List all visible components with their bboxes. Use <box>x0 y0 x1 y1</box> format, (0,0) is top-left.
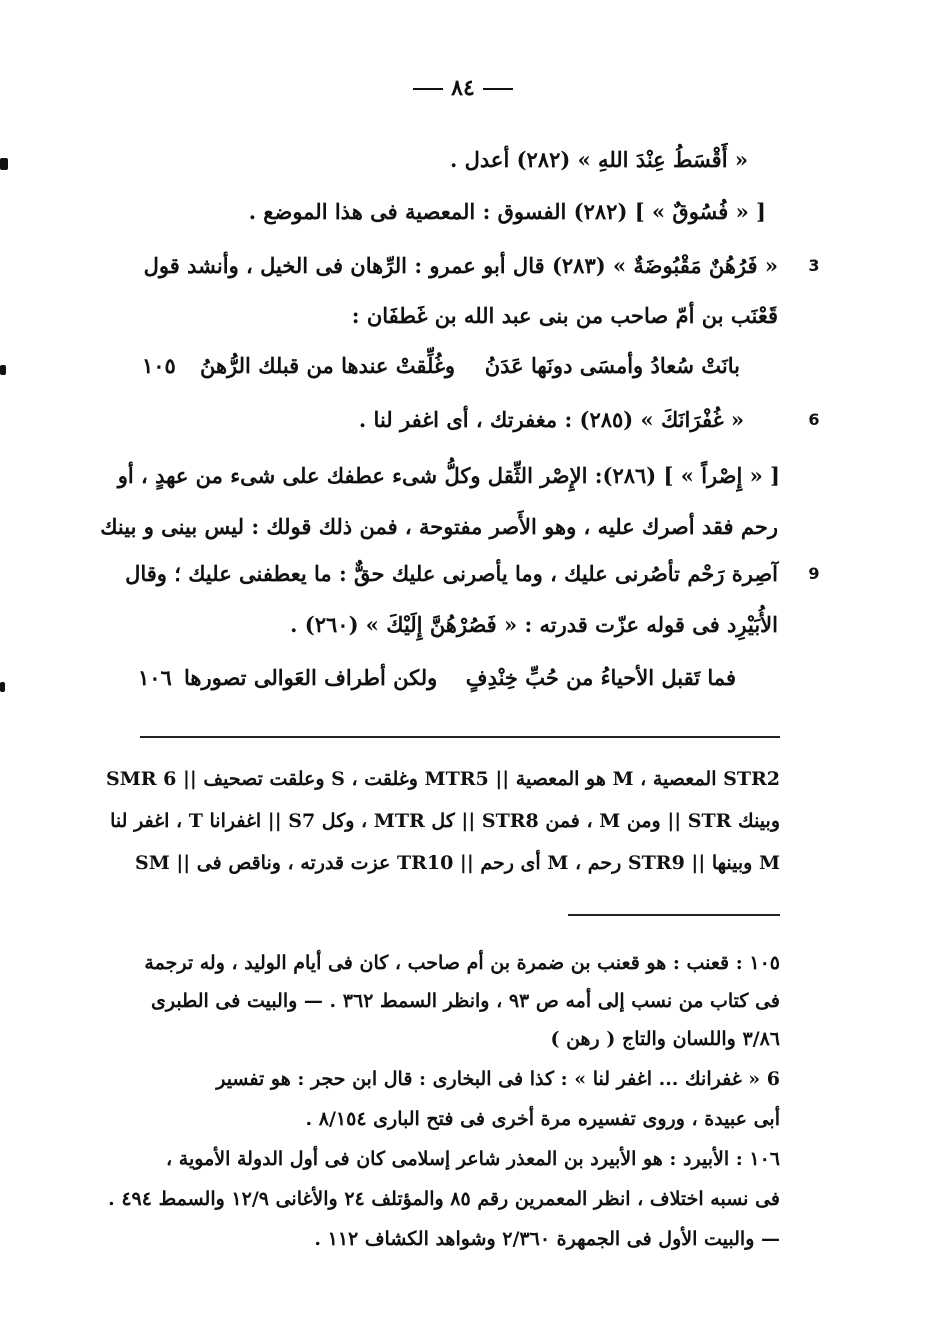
verse-106-hemistich-2: ولكن أطراف العَوالى تصورها <box>184 665 438 690</box>
apparatus-line-2: وبينك STR || ومن M ، فمن STR8 || كل MTR ، وكل S7 || اغفرانا T ، اغفر لنا <box>110 810 780 832</box>
footnote-105-line-2: فى كتاب من نسب إلى أمه ص ٩٣ ، وانظر السمط ٣٦٢ . — والبيت فى الطبرى <box>151 990 780 1012</box>
footnote-106-line-2: فى نسبه اختلاف ، انظر المعمرين رقم ٨٥ والمؤتلف ٢٤ والأغانى ١٢/٩ والسمط ٤٩٤ . <box>108 1188 780 1210</box>
line-number-6: 6 <box>808 410 820 429</box>
main-line-9: آصِرة رَحْم تأصُرنى عليك ، وما يأصرنى عليك حقٌّ : ما يعطفنى عليك ؛ وقال <box>125 561 778 586</box>
apparatus-line-3: SM || عزت قدرته ، وناقص فى TR10 || أى رحم M ، رحم STR9 || وبينها M <box>134 852 780 874</box>
margin-mark-1 <box>0 158 8 170</box>
margin-mark-2 <box>0 365 6 375</box>
verse-106-hemistich-1: فما تَقبل الأحياءُ من حُبِّ خِنْدِفٍ <box>465 665 736 690</box>
verse-105-hemistich-2: وغُلِّقتْ عندها من قبلك الرُّهنُ <box>200 353 456 378</box>
apparatus-rule <box>140 736 780 738</box>
page-number-text: ٨٤ <box>451 75 475 101</box>
footnotes-rule <box>568 914 780 916</box>
main-line-10: الأُبَيْرِد فى قوله عزّت قدرته : « فَصُرْهُنَّ إِلَيْكَ » (٢٦٠) . <box>290 612 778 637</box>
footnote-105-line-3: ٣/٨٦ واللسان والتاج ( رهن ) <box>550 1028 780 1050</box>
footnote-6-line-1: 6 « غفرانك ... اغفر لنا » : كذا فى البخارى : قال ابن حجر : هو تفسير <box>216 1068 780 1090</box>
page-number <box>0 74 926 102</box>
main-line-7: [ « إِصْراً » ] (٢٨٦): الإِصْر الثِّقل وكلُّ شىء عطفك على شىء من عهدٍ ، أو <box>117 463 780 488</box>
footnote-6-line-2: أبى عبيدة ، وروى تفسيره مرة أخرى فى فتح البارى ٨/١٥٤ . <box>305 1108 780 1130</box>
verse-105-hemistich-1: بانَتْ سُعادُ وأمسَى دونَها عَدَنُ <box>484 353 740 378</box>
verse-105-number: ١٠٥ <box>142 353 176 378</box>
line-number-3: 3 <box>808 256 820 275</box>
footnote-105-line-1: ١٠٥ : قعنب : هو قعنب بن ضمرة بن أم صاحب ، كان فى أيام الوليد ، وله ترجمة <box>144 952 780 974</box>
margin-mark-3 <box>0 682 5 692</box>
verse-106-number: ١٠٦ <box>138 665 172 690</box>
footnote-106-line-1: ١٠٦ : الأبيرد : هو الأبيرد بن المعذر شاعر إسلامى كان فى أول الدولة الأموية ، <box>166 1148 780 1170</box>
line-number-9: 9 <box>808 564 820 583</box>
main-line-8: رحم فقد أصرك عليه ، وهو الأَصر مفتوحة ، فمن ذلك قولك : ليس بينى و بينك <box>100 514 778 539</box>
dash-left <box>413 88 443 90</box>
apparatus-line-1: SMR 6 || وعلقت تصحيف S ، وغلقت MTR5 || هو المعصية M ، المعصية STR2 <box>105 768 780 790</box>
footnote-106-line-3: — والبيت الأول فى الجمهرة ٢/٣٦٠ وشواهد الكشاف ١١٢ . <box>314 1228 780 1250</box>
main-line-2: [ « فُسُوقٌ » ] (٢٨٢) الفسوق : المعصية فى هذا الموضع . <box>248 199 766 224</box>
main-line-4: قَعْنَب بن أمّ صاحب من بنى عبد الله بن غَطفَان : <box>351 303 778 328</box>
main-line-1: « أَقْسَطُ عِنْدَ اللهِ » (٢٨٢) أعدل . <box>450 147 748 172</box>
dash-right <box>483 88 513 90</box>
main-line-6: « غُفْرَانَكَ » (٢٨٥) : مغفرتك ، أى اغفر لنا . <box>358 407 744 432</box>
main-line-3: « فَرُهُنٌ مَقْبُوضَةٌ » (٢٨٣) قال أبو عمرو : الرِّهان فى الخيل ، وأنشد قول <box>143 253 778 278</box>
